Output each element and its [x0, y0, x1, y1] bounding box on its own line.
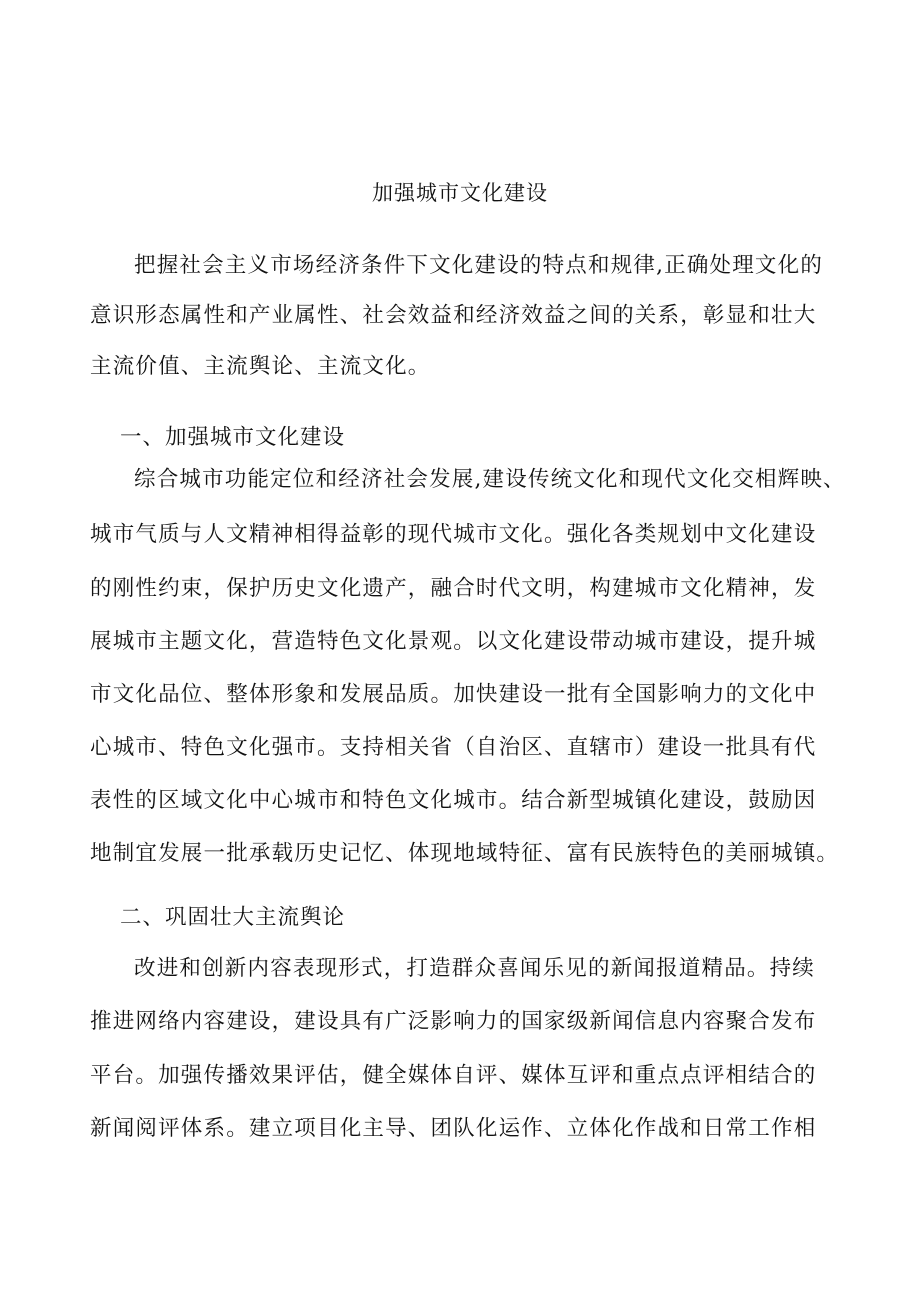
section1-line: 综合城市功能定位和经济社会发展,建设传统文化和现代文化交相辉映、 — [134, 467, 846, 492]
section2-line: 平台。加强传播效果评估，健全媒体自评、媒体互评和重点点评相结合的 — [90, 1063, 817, 1088]
section2-line: 改进和创新内容表现形式，打造群众喜闻乐见的新闻报道精品。持续 — [134, 956, 816, 981]
section2-line: 新闻阅评体系。建立项目化主导、团队化运作、立体化作战和日常工作相 — [90, 1116, 817, 1141]
section-heading-1: 一、加强城市文化建设 — [120, 425, 346, 450]
section1-line: 表性的区域文化中心城市和特色文化城市。结合新型城镇化建设，鼓励因 — [90, 788, 817, 813]
section1-line: 心城市、特色文化强市。支持相关省（自治区、直辖市）建设一批具有代 — [90, 735, 817, 760]
section1-line: 地制宜发展一批承载历史记忆、体现地域特征、富有民族特色的美丽城镇。 — [90, 841, 840, 866]
section1-line: 市文化品位、整体形象和发展品质。加快建设一批有全国影响力的文化中 — [90, 682, 817, 707]
intro-line: 主流价值、主流舆论、主流文化。 — [90, 354, 431, 379]
section-heading-2: 二、巩固壮大主流舆论 — [120, 905, 346, 930]
page-title: 加强城市文化建设 — [372, 181, 548, 205]
section1-line: 展城市主题文化，营造特色文化景观。以文化建设带动城市建设，提升城 — [90, 629, 817, 654]
intro-line: 意识形态属性和产业属性、社会效益和经济效益之间的关系，彰显和壮大 — [90, 303, 817, 328]
section1-line: 城市气质与人文精神相得益彰的现代城市文化。强化各类规划中文化建设 — [90, 522, 817, 547]
section1-line: 的刚性约束，保护历史文化遗产，融合时代文明，构建城市文化精神，发 — [90, 576, 817, 601]
section2-line: 推进网络内容建设，建设具有广泛影响力的国家级新闻信息内容聚合发布 — [90, 1009, 817, 1034]
intro-line: 把握社会主义市场经济条件下文化建设的特点和规律,正确处理文化的 — [134, 253, 824, 278]
